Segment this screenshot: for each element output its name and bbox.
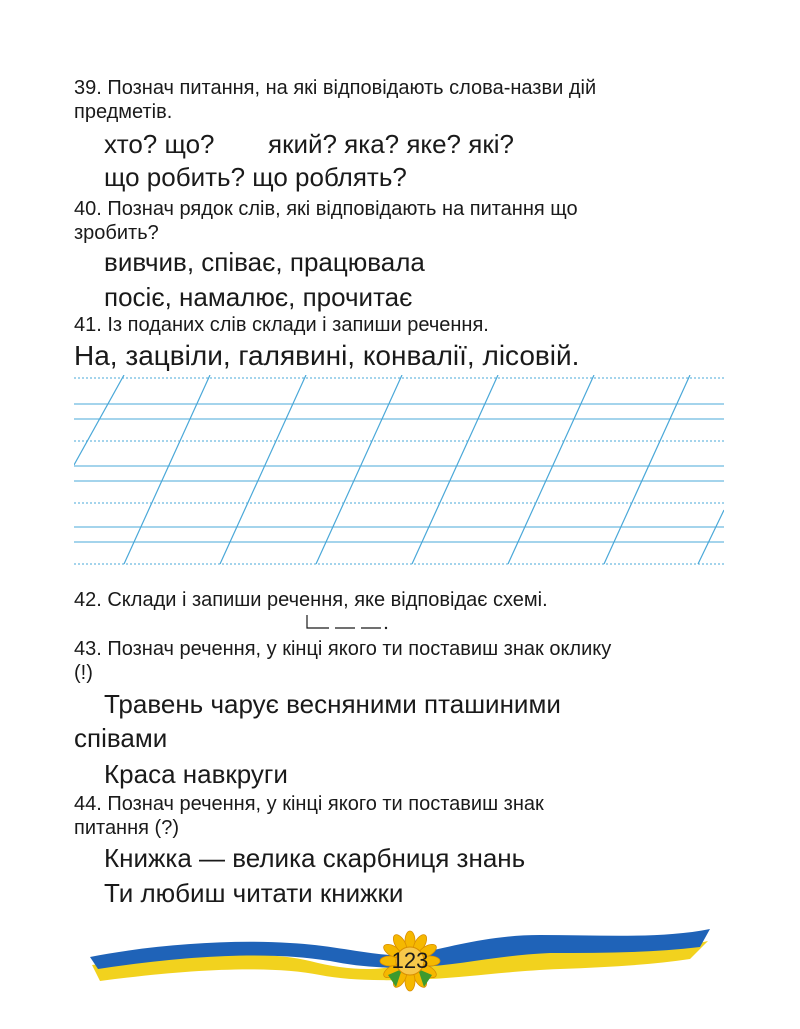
task-43-option-a-line2[interactable]: співами: [74, 723, 168, 753]
task-43-option-b[interactable]: Краса навкруги: [104, 759, 288, 789]
task-44-text-line2: питання (?): [74, 817, 179, 839]
slant-line: [698, 510, 724, 564]
writing-lines[interactable]: [74, 375, 724, 567]
task-41-text: 41. Із поданих слів склади і запиши речення.: [74, 314, 489, 336]
task-40-text-line2: зробить?: [74, 222, 159, 244]
page-number: 123: [391, 948, 429, 973]
task-39-option-what-does[interactable]: що робить? що роблять?: [104, 162, 407, 192]
slant-line: [220, 375, 306, 564]
task-43-text-line1: 43. Познач речення, у кінці якого ти поставиш знак оклику: [74, 638, 612, 660]
task-40-option-a[interactable]: вивчив, співає, працювала: [104, 247, 425, 277]
scheme-period: [385, 627, 387, 629]
slant-line: [74, 375, 124, 465]
sentence-scheme: [305, 612, 400, 634]
task-44-option-a[interactable]: Книжка — велика скарбниця знань: [104, 843, 526, 873]
task-39-text-line2: предметів.: [74, 101, 173, 123]
slant-line: [604, 375, 690, 564]
task-44-text-line1: 44. Познач речення, у кінці якого ти поставиш знак: [74, 793, 544, 815]
task-44-option-b[interactable]: Ти любиш читати книжки: [104, 878, 404, 908]
slant-line: [412, 375, 498, 564]
scheme-capital-word: [307, 615, 329, 628]
task-39-option-who-what[interactable]: хто? що?: [104, 129, 215, 159]
task-41-words: На, зацвіли, галявині, конвалії, лісовій.: [74, 340, 580, 371]
task-40-option-b[interactable]: посіє, намалює, прочитає: [104, 282, 413, 312]
task-39-option-which[interactable]: який? яка? яке? які?: [268, 129, 514, 159]
slant-line: [316, 375, 402, 564]
task-42-text: 42. Склади і запиши речення, яке відповідає схемі.: [74, 589, 548, 611]
task-39-text-line1: 39. Познач питання, на які відповідають слова-назви дій: [74, 77, 597, 99]
task-43-option-a-line1[interactable]: Травень чарує весняними пташиними: [104, 689, 561, 719]
slant-line: [508, 375, 594, 564]
task-40-text-line1: 40. Познач рядок слів, які відповідають на питання що: [74, 198, 578, 220]
task-43-text-line2: (!): [74, 662, 93, 684]
slant-line: [124, 375, 210, 564]
